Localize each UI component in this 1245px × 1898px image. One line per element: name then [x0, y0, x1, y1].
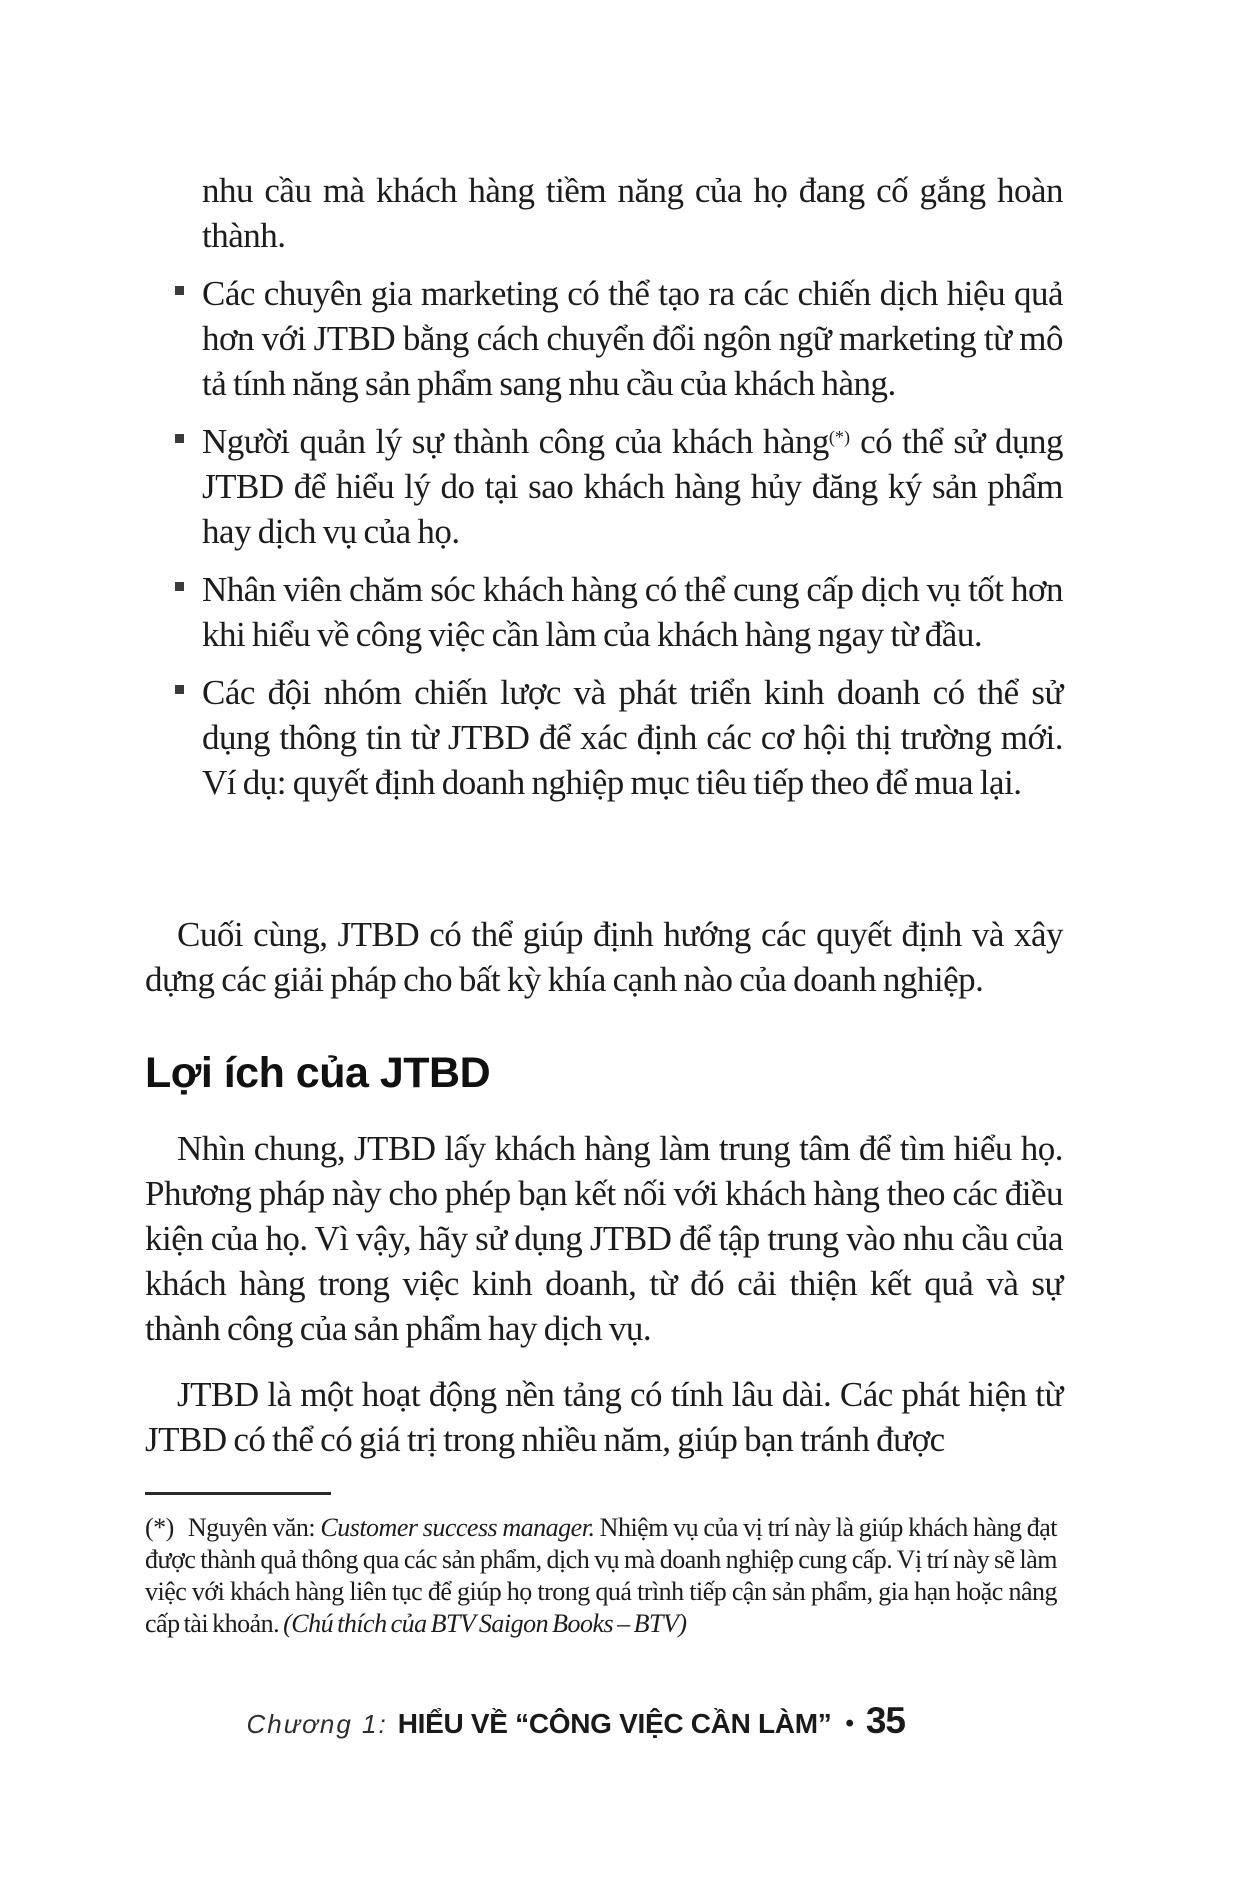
- footnote-marker: (*): [145, 1513, 174, 1542]
- bullet-item: [145, 419, 1063, 554]
- footnote: [145, 1512, 1057, 1640]
- bullet-text: Người quản lý sự thành công của khách hàng: [202, 422, 829, 461]
- bullet-marker-icon: [175, 434, 184, 443]
- bullet-text: Các chuyên gia marketing có thể tạo ra các chiến dịch hiệu quả hơn với JTBD bằng cách chuyển đổi ngôn ngữ marketing từ mô tả tính năng sản phẩm sang nhu cầu của khách hàng.: [202, 274, 1063, 403]
- footer-separator-icon: •: [845, 1710, 854, 1737]
- footnote-term: Customer success manager.: [320, 1513, 595, 1542]
- footnote-divider: [145, 1492, 331, 1495]
- footnote-text: Nhiệm vụ của vị trí này là giúp khách hàng đạt được thành quả thông qua các sản phẩm, dịch vụ mà doanh nghiệp cung cấp. Vị trí này sẽ làm việc với khách hàng liên tục để giúp họ trong quá trình tiếp cận sản phẩm, gia hạn hoặc nâng cấp tài khoản.: [145, 1513, 1057, 1638]
- body-paragraph: Nhìn chung, JTBD lấy khách hàng làm trung tâm để tìm hiểu họ. Phương pháp này cho phép bạn kết nối với khách hàng theo các điều kiện của họ. Vì vậy, hãy sử dụng JTBD để tập trung vào nhu cầu của khách hàng trong việc kinh doanh, từ đó cải thiện kết quả và sự thành công của sản phẩm hay dịch vụ.: [145, 1129, 1063, 1348]
- body-paragraph: JTBD là một hoạt động nền tảng có tính lâu dài. Các phát hiện từ JTBD có thể có giá trị trong nhiều năm, giúp bạn tránh được: [145, 1375, 1063, 1459]
- bullet-marker-icon: [175, 685, 184, 694]
- page-number: 35: [865, 1700, 905, 1741]
- bullet-text: có thể sử dụng JTBD để hiểu lý do tại sao khách hàng hủy đăng ký sản phẩm hay dịch vụ của họ.: [202, 422, 1063, 551]
- bullet-item: [145, 271, 1063, 406]
- bullet-text: Nhân viên chăm sóc khách hàng có thể cung cấp dịch vụ tốt hơn khi hiểu về công việc cần làm của khách hàng ngay từ đầu.: [202, 570, 1063, 654]
- bullet-text: Các đội nhóm chiến lược và phát triển kinh doanh có thể sử dụng thông tin từ JTBD để xác định các cơ hội thị trường mới. Ví dụ: quyết định doanh nghiệp mục tiêu tiếp theo để mua lại.: [202, 673, 1063, 802]
- footnote-credit: (Chú thích của BTV Saigon Books – BTV): [283, 1609, 687, 1638]
- bullet-text: nhu cầu mà khách hàng tiềm năng của họ đang cố gắng hoàn thành.: [202, 171, 1063, 255]
- bullet-list: [145, 168, 1063, 818]
- bullet-item-continuation: [145, 168, 1063, 258]
- bullet-marker-icon: [175, 582, 184, 591]
- chapter-label: Chương 1:: [246, 1709, 388, 1739]
- bullet-item: [145, 670, 1063, 805]
- bullet-marker-icon: [175, 286, 184, 295]
- page-footer: [246, 1700, 905, 1742]
- bullet-item: [145, 567, 1063, 657]
- footnote-text: Nguyên văn:: [187, 1513, 321, 1542]
- section-heading: Lợi ích của JTBD: [145, 1049, 491, 1097]
- chapter-title: HIỂU VỀ “CÔNG VIỆC CẦN LÀM”: [397, 1708, 832, 1739]
- body-paragraph: Cuối cùng, JTBD có thể giúp định hướng các quyết định và xây dựng các giải pháp cho bất kỳ khía cạnh nào của doanh nghiệp.: [145, 915, 1063, 999]
- footnote-reference: (*): [828, 427, 851, 447]
